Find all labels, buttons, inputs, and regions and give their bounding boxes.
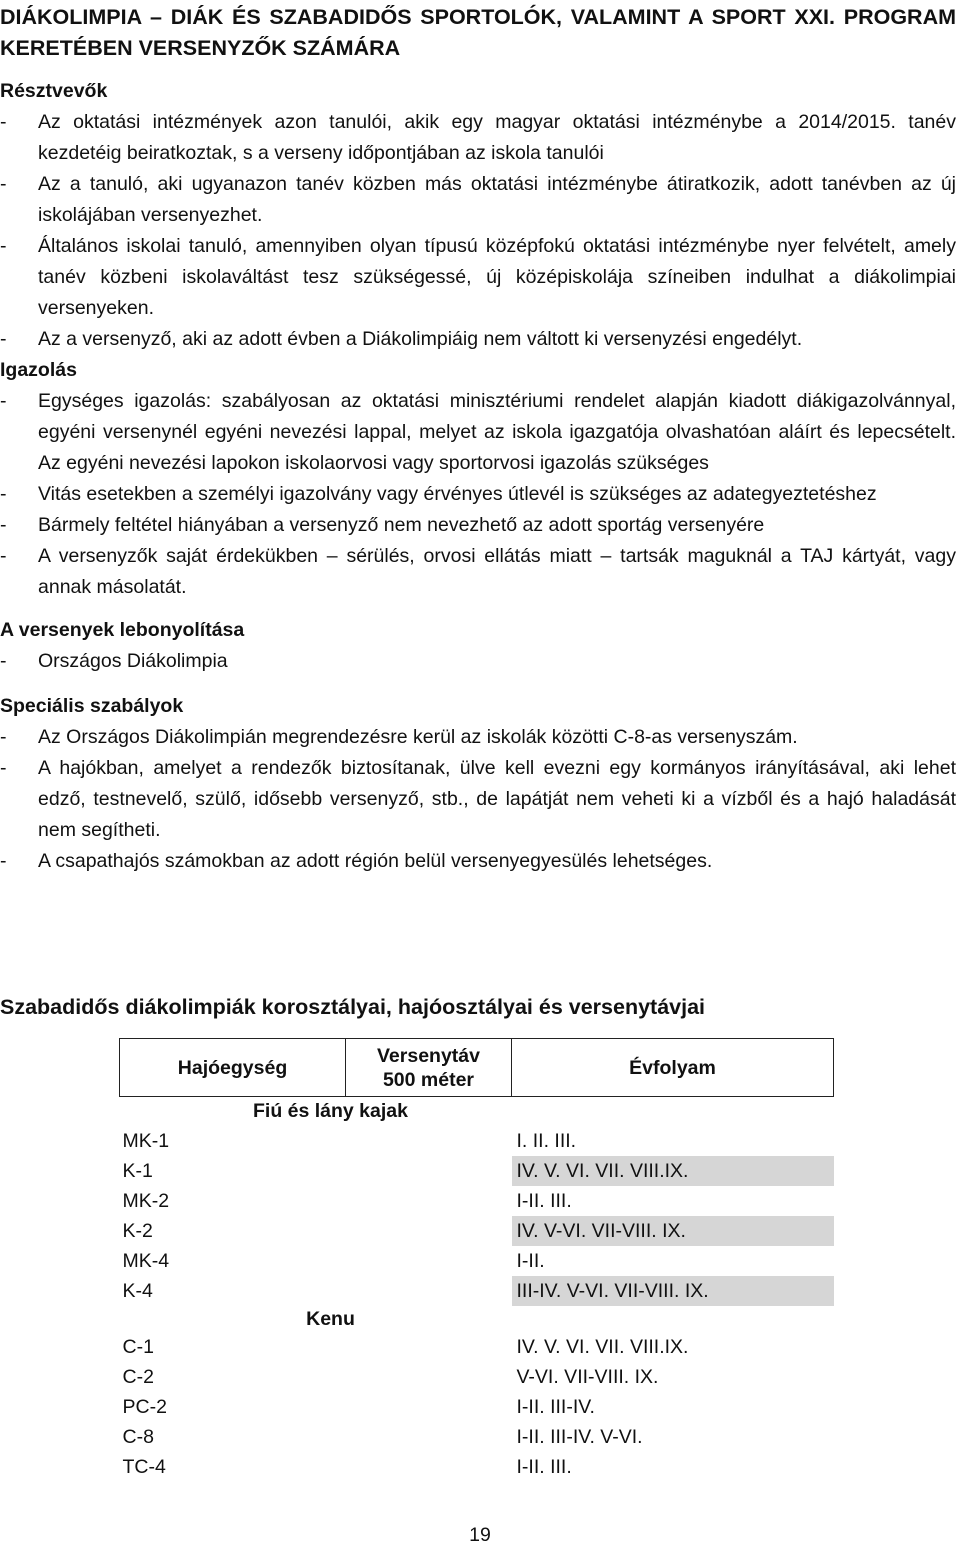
table-row <box>120 1126 834 1156</box>
cell-grade: IV. V. VI. VII. VIII.IX. <box>512 1156 834 1186</box>
list-item <box>0 846 956 877</box>
list-item-text: Az oktatási intézmények azon tanulói, akik egy magyar oktatási intézménybe a 2014/2015. tanév kezdetéig beiratkoztak, s a verseny időpontjában az iskola tanulói <box>38 111 956 164</box>
list-item-text: Vitás esetekben a személyi igazolvány vagy érvényes útlevél is szükséges az adategyeztetéshez <box>38 483 877 505</box>
table-row <box>120 1216 834 1246</box>
cell-grade: IV. V-VI. VII-VIII. IX. <box>512 1216 834 1246</box>
list-item-text: A csapathajós számokban az adott régión belül versenyegyesülés lehetséges. <box>38 850 713 872</box>
cell-grade: I-II. III-IV. <box>516 1396 595 1418</box>
cell-grade: I-II. III. <box>516 1456 572 1478</box>
cell-grade: V-VI. VII-VIII. IX. <box>516 1366 659 1388</box>
document-body <box>0 76 956 877</box>
cell-unit: K-1 <box>122 1160 153 1182</box>
header-grade: Évfolyam <box>512 1039 834 1097</box>
list-item <box>0 107 956 169</box>
table-group-row <box>120 1306 834 1332</box>
boat-class-table <box>119 1038 834 1482</box>
cell-distance <box>346 1362 512 1392</box>
header-distance <box>346 1039 512 1097</box>
cell-distance <box>346 1246 512 1276</box>
list-item-text: Bármely feltétel hiányában a versenyző nem nevezhető az adott sportág versenyére <box>38 514 765 536</box>
cell-unit: TC-4 <box>122 1456 166 1478</box>
list-item <box>0 324 956 355</box>
list-dash: - <box>0 111 7 133</box>
cell-unit: MK-1 <box>122 1130 170 1152</box>
table-row <box>120 1186 834 1216</box>
header-unit: Hajóegység <box>120 1039 346 1097</box>
list-dash: - <box>0 757 7 779</box>
list-item-text: Országos Diákolimpia <box>38 650 228 672</box>
table-row <box>120 1246 834 1276</box>
cell-grade: IV. V. VI. VII. VIII.IX. <box>516 1336 689 1358</box>
list-item-text: A versenyzők saját érdekükben – sérülés, orvosi ellátás miatt – tartsák maguknál a TAJ kártyát, vagy annak másolatát. <box>38 545 956 598</box>
table-row <box>120 1392 834 1422</box>
cell-unit: C-1 <box>122 1336 154 1358</box>
list-item <box>0 541 956 603</box>
cell-distance <box>346 1216 512 1246</box>
cell-grade: I-II. III-IV. V-VI. <box>516 1426 643 1448</box>
list-item-text: A hajókban, amelyet a rendezők biztosítanak, ülve kell evezni egy kormányos irányításával, aki lehet edző, testnevelő, szülő, idősebb versenyző, stb., de lapátját nem veheti ki a vízből és a hajó haladását nem segítheti. <box>38 757 956 841</box>
cell-grade: III-IV. V-VI. VII-VIII. IX. <box>512 1276 834 1306</box>
group-spacer <box>512 1306 834 1332</box>
list-dash: - <box>0 235 7 257</box>
list-item <box>0 169 956 231</box>
cell-distance <box>346 1332 512 1362</box>
table-header-row <box>120 1039 834 1097</box>
list-item <box>0 722 956 753</box>
list-item-text: Az a tanuló, aki ugyanazon tanév közben más oktatási intézménybe átiratkozik, adott tanévben az új iskolájában versenyezhet. <box>38 173 956 226</box>
cell-distance <box>346 1276 512 1306</box>
table-row <box>120 1362 834 1392</box>
page-number: 19 <box>469 1524 491 1546</box>
page-title: DIÁKOLIMPIA – DIÁK ÉS SZABADIDŐS SPORTOLÓK, VALAMINT A SPORT XXI. PROGRAM KERETÉBEN VERSENYZŐK SZÁMÁRA <box>0 5 956 60</box>
heading-resztvevok: Résztvevők <box>0 80 108 102</box>
list-item-text: Egységes igazolás: szabályosan az oktatási minisztériumi rendelet alapján kiadott diákigazolvánnyal, egyéni versenynél egyéni nevezési lappal, melyet az iskola igazgatója olvashatóan aláírt és lepecsételt. Az egyéni nevezési lapokon iskolaorvosi vagy sportorvosi igazolás szükséges <box>38 390 956 474</box>
spacer <box>0 603 956 615</box>
list-dash: - <box>0 850 7 872</box>
table-title: Szabadidős diákolimpiák korosztályai, hajóosztályai és versenytávjai <box>0 995 706 1019</box>
group-name: Fiú és lány kajak <box>252 1100 408 1122</box>
group-name: Kenu <box>306 1307 355 1330</box>
list-item <box>0 646 956 677</box>
list-dash: - <box>0 726 7 748</box>
table-row <box>120 1276 834 1306</box>
header-distance-line2: 500 méter <box>382 1068 475 1091</box>
list-dash: - <box>0 650 7 672</box>
list-item <box>0 231 956 324</box>
list-item <box>0 479 956 510</box>
cell-unit: MK-4 <box>122 1250 170 1272</box>
group-spacer <box>512 1097 834 1127</box>
cell-unit: K-4 <box>122 1280 153 1302</box>
cell-unit: MK-2 <box>122 1190 170 1212</box>
cell-distance <box>346 1452 512 1482</box>
table-row <box>120 1422 834 1452</box>
list-item <box>0 753 956 846</box>
cell-distance <box>346 1392 512 1422</box>
cell-distance <box>346 1422 512 1452</box>
list-item-text: Az Országos Diákolimpián megrendezésre kerül az iskolák közötti C-8-as versenyszám. <box>38 726 798 748</box>
header-distance-line1: Versenytáv <box>377 1044 480 1067</box>
table-row <box>120 1156 834 1186</box>
table-row <box>120 1332 834 1362</box>
cell-unit: C-2 <box>122 1366 154 1388</box>
spacer <box>0 677 956 691</box>
list-dash: - <box>0 328 7 350</box>
table-row <box>120 1452 834 1482</box>
cell-unit: PC-2 <box>122 1396 167 1418</box>
list-item-text: Az a versenyző, aki az adott évben a Diákolimpiáig nem váltott ki versenyzési engedélyt. <box>38 328 803 350</box>
cell-grade: I-II. III. <box>516 1190 572 1212</box>
heading-specialis: Speciális szabályok <box>0 695 184 717</box>
cell-distance <box>346 1186 512 1216</box>
list-dash: - <box>0 545 7 567</box>
cell-unit: C-8 <box>122 1426 154 1448</box>
cell-distance <box>346 1126 512 1156</box>
list-dash: - <box>0 173 7 195</box>
cell-grade: I-II. <box>516 1250 545 1272</box>
list-item-text: Általános iskolai tanuló, amennyiben olyan típusú középfokú oktatási intézménybe nyer felvételt, amely tanév közbeni iskolaváltást tesz szükségessé, új középiskolája színeiben indulhat a diákolimpiai versenyeken. <box>38 235 956 319</box>
list-dash: - <box>0 483 7 505</box>
list-item <box>0 386 956 479</box>
cell-distance <box>346 1156 512 1186</box>
heading-lebonyolitas: A versenyek lebonyolítása <box>0 619 245 641</box>
cell-grade: I. II. III. <box>516 1130 577 1152</box>
list-dash: - <box>0 514 7 536</box>
list-dash: - <box>0 390 7 412</box>
cell-unit: K-2 <box>122 1220 153 1242</box>
heading-igazolas: Igazolás <box>0 359 77 381</box>
table-group-row <box>120 1097 834 1127</box>
list-item <box>0 510 956 541</box>
